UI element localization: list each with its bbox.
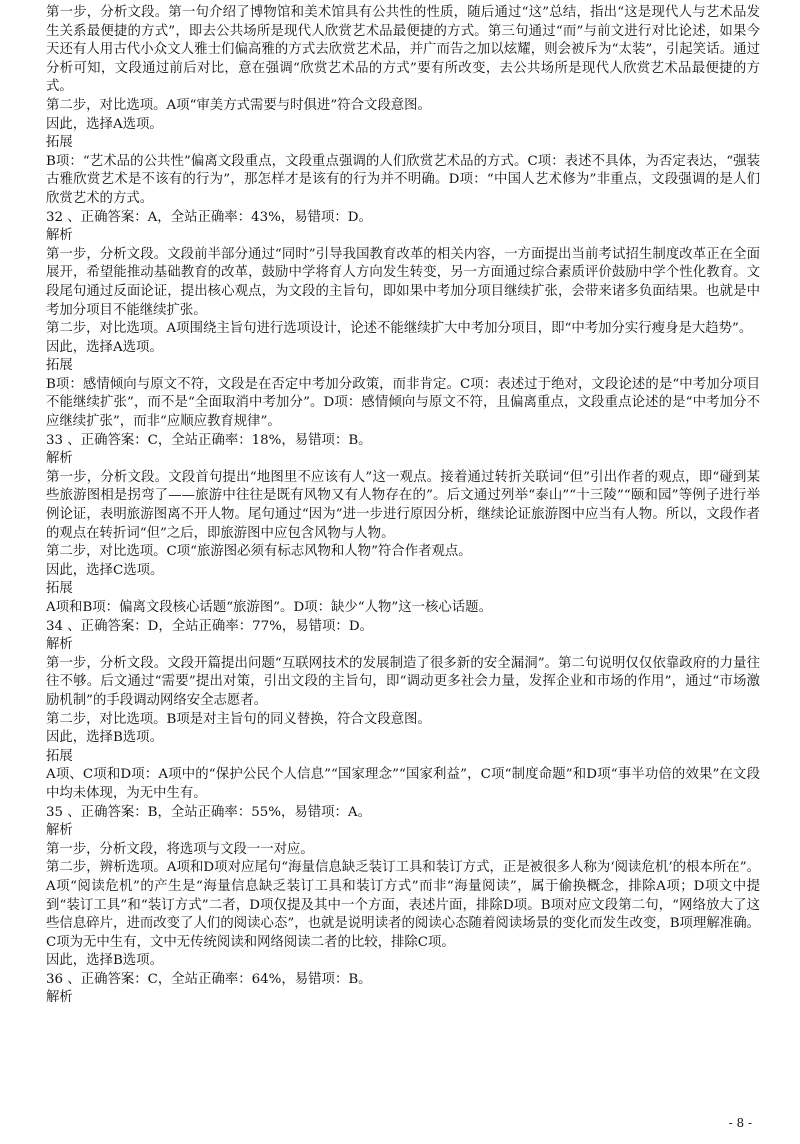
- text-line: B项：“艺术品的公共性”偏离文段重点，文段重点强调的人们欣赏艺术品的方式。C项：表述不具体，为否定表达，“强装古雅欣赏艺术是不该有的行为”，那怎样才是该有的行为并不明确。D项：“中国人艺术修为”非重点，文段强调的是人们欣赏艺术的方式。: [46, 153, 760, 206]
- text-line: A项和B项：偏离文段核心话题“旅游图”。D项：缺少“人物”这一核心话题。: [46, 600, 492, 615]
- text-line: 32 、正确答案：A，全站正确率：43%，易错项：D。: [46, 209, 372, 225]
- text-line: 第一步，分析文段。文段开篇提出问题“互联网技术的发展制造了很多新的安全漏洞”。第二句说明仅仅依靠政府的力量往往不够。后文通过“需要”提出对策，引出文段的主旨句，即“调动更多社会力量，发挥企业和市场的作用”，通过“市场激励机制”的手段调动网络安全志愿者。: [46, 655, 760, 708]
- text-line: 因此，选择C选项。: [46, 562, 164, 578]
- text-line: 第一步，分析文段。第一句介绍了博物馆和美术馆具有公共性的性质，随后通过“这”总结，指出“这是现代人与艺术品发生关系最便捷的方式”，即去公共场所是现代人欣赏艺术品最便捷的方式。第三句通过“而”与前文进行对比论述，如果今天还有人用古代小众文人雅士们偏高雅的方式去欣赏艺术品，并广而告之加以炫耀，则会被斥为“太装”，引起笑话。通过分析可知，文段通过前后对比，意在强调“欣赏艺术品的方式”要有所改变，去公共场所是现代人欣赏艺术品最便捷的方式。: [46, 5, 760, 95]
- text-line: 拓展: [46, 748, 73, 764]
- text-line: 拓展: [46, 135, 73, 151]
- text-line: 拓展: [46, 358, 73, 374]
- text-line: 33 、正确答案：C，全站正确率：18%，易错项：B。: [46, 432, 372, 448]
- text-line: 因此，选择B选项。: [46, 953, 163, 969]
- text-line: 拓展: [46, 581, 73, 597]
- text-line: 36 、正确答案：C，全站正确率：64%，易错项：B。: [46, 971, 372, 987]
- text-line: 因此，选择A选项。: [46, 116, 163, 132]
- text-line: 第二步，辨析选项。A项和D项对应尾句“海量信息缺乏装订工具和装订方式，正是被很多人称为‘阅读危机’的根本所在”。A项“阅读危机”的产生是“海量信息缺乏装订工具和装订方式”而非“海量阅读”，属于偷换概念，排除A项；D项文中提到“装订工具”和“装订方式”二者，D项仅提及其中一个方面，表述片面，排除D项。B项对应文段第二句，“网络放大了这些信息碎片，进而改变了人们的阅读心态”，也就是说明读者的阅读心态随着阅读场景的变化而发生改变，B项理解准确。C项为无中生有，文中无传统阅读和网络阅读二者的比较，排除C项。: [46, 860, 760, 950]
- text-line: 第一步，分析文段。文段前半部分通过“同时”引导我国教育改革的相关内容，一方面提出当前考试招生制度改革正在全面展开，希望能推动基础教育的改革，鼓励中学将育人方向发生转变，另一方面通过综合素质评价鼓励中学个性化教育。文段尾句通过反面论证，提出核心观点，为文段的主旨句，即如果中考加分项目继续扩张，会带来诸多负面结果。也就是中考加分项目不能继续扩张。: [46, 246, 760, 318]
- text-line: 解析: [46, 637, 73, 653]
- document-body: [46, 4, 760, 1008]
- text-line: 第二步，对比选项。C项“旅游图必须有标志风物和人物”符合作者观点。: [46, 544, 472, 560]
- text-line: 第一步，分析文段，将选项与文段一一对应。: [46, 841, 314, 857]
- text-line: 解析: [46, 823, 73, 839]
- text-line: 因此，选择B选项。: [46, 730, 163, 746]
- text-line: 第一步，分析文段。文段首句提出“地图里不应该有人”这一观点。接着通过转折关联词“但”引出作者的观点，即“碰到某些旅游图相是拐弯了——旅游中往往是既有风物又有人物存在的”。后文通过列举“泰山”“十三陵”“颐和园”等例子进行举例论证，表明旅游图离不开人物。尾句通过“因为”进一步进行原因分析，继续论证旅游图中应当有人物。所以，文段作者的观点在转折词“但”之后，即旅游图中应包含风物与人物。: [46, 469, 760, 541]
- text-line: 35 、正确答案：B，全站正确率：55%，易错项：A。: [46, 804, 371, 820]
- text-line: 第二步，对比选项。B项是对主旨句的同义替换，符合文段意图。: [46, 711, 431, 727]
- text-line: B项：感情倾向与原文不符，文段是在否定中考加分政策，而非肯定。C项：表述过于绝对，文段论述的是“中考加分项目不能继续扩张”，而不是“全面取消中考加分”。D项：感情倾向与原文不符，且偏离重点，文段重点论述的是“中考加分不应继续扩张”，而非“应顺应教育规律”。: [46, 376, 760, 430]
- page-number: - 8 -: [728, 1116, 752, 1130]
- text-line: A项、C项和D项：A项中的“保护公民个人信息”“国家理念”“国家利益”，C项“制度命题”和D项“事半功倍的效果”在文段中均未体现，为无中生有。: [46, 767, 760, 801]
- text-line: 34 、正确答案：D，全站正确率：77%，易错项：D。: [46, 618, 373, 634]
- text-line: 第二步，对比选项。A项围绕主旨句进行选项设计，论述不能继续扩大中考加分项目，即“中考加分实行瘦身是大趋势”。: [46, 321, 753, 337]
- text-line: 解析: [46, 990, 73, 1006]
- text-line: 解析: [46, 451, 73, 467]
- text-line: 第二步，对比选项。A项“审美方式需要与时俱进”符合文段意图。: [46, 97, 431, 113]
- text-line: 解析: [46, 228, 73, 244]
- text-line: 因此，选择A选项。: [46, 339, 163, 355]
